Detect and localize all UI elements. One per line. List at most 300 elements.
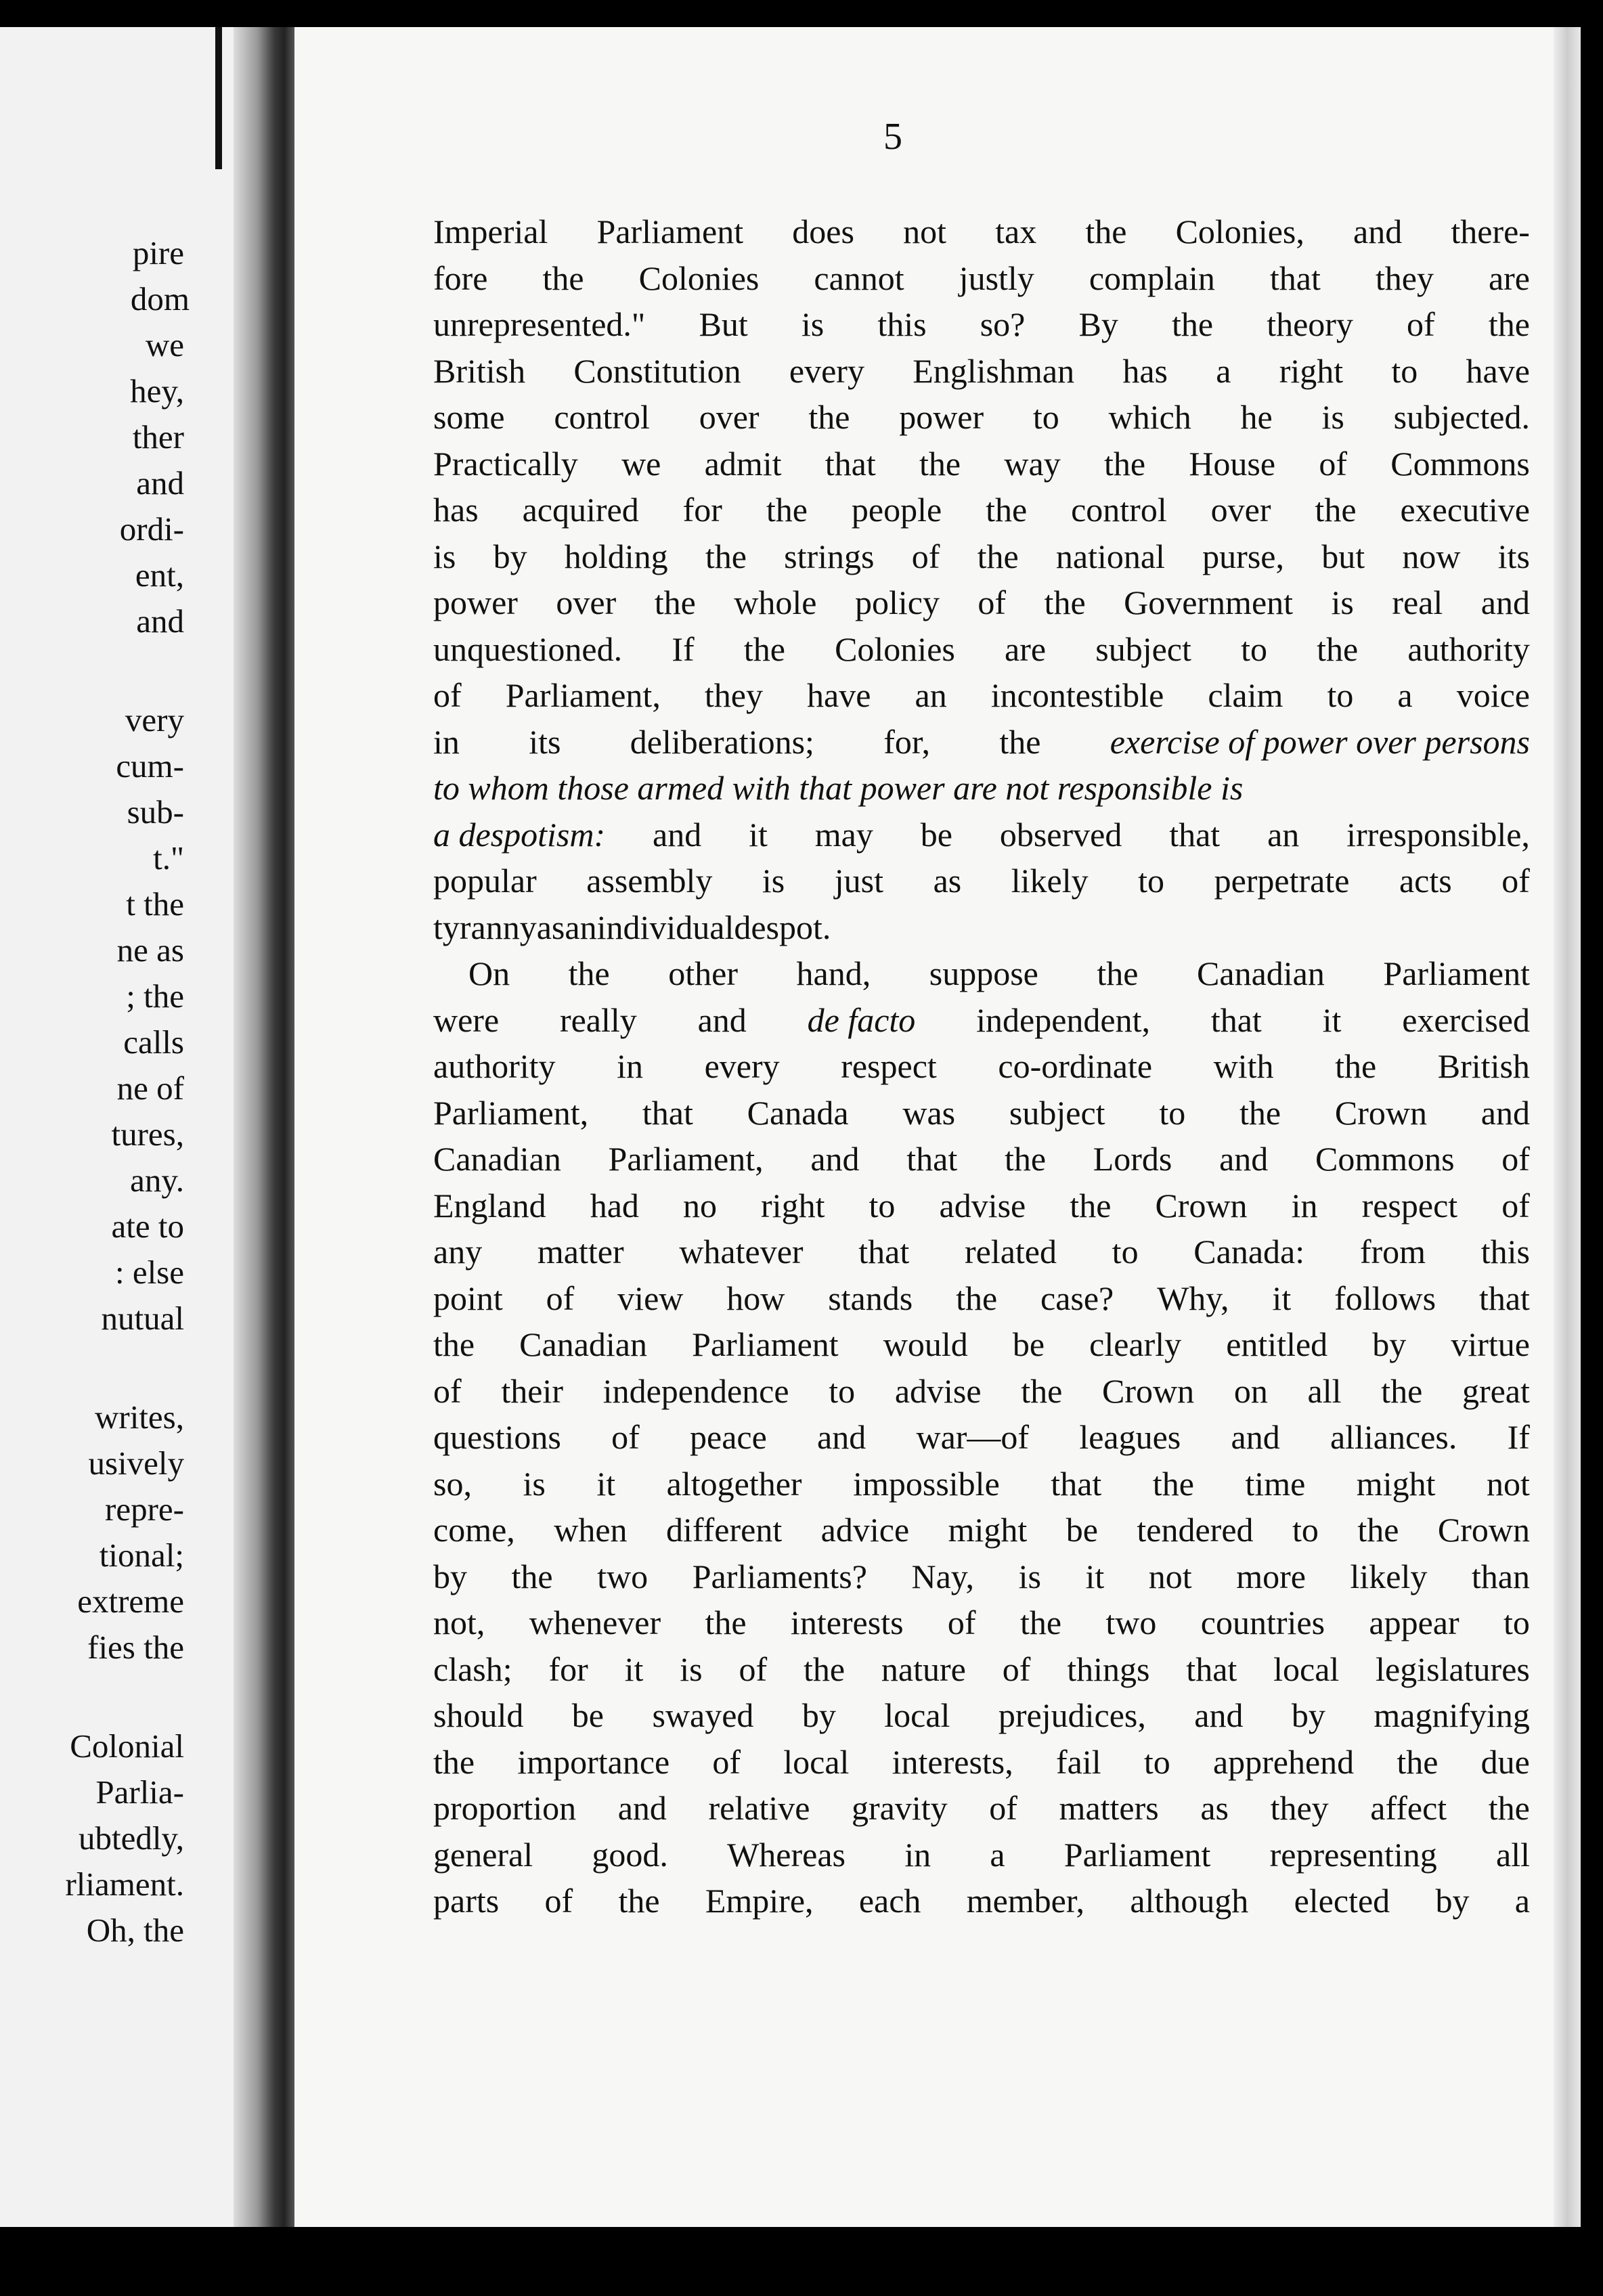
word: by: [433, 1557, 467, 1595]
left-fragment: very: [125, 701, 184, 738]
text-line: [433, 1739, 1530, 1786]
word: as: [536, 908, 565, 946]
word: the: [803, 1650, 846, 1688]
page-edge: [1554, 27, 1581, 2227]
text-line: [433, 487, 1530, 533]
word: is: [1018, 1557, 1041, 1595]
word: Whereas: [727, 1835, 846, 1874]
word: real: [1392, 583, 1443, 621]
word: to: [1112, 1233, 1139, 1271]
left-fragment: sub-: [127, 793, 184, 831]
page: [294, 27, 1581, 2227]
word: impossible: [853, 1464, 1000, 1503]
word: the: [433, 1325, 475, 1363]
left-fragment: and: [136, 464, 184, 502]
word: that: [642, 1093, 693, 1132]
word: local: [884, 1696, 950, 1734]
word: Nay,: [911, 1557, 975, 1595]
word: complain: [1089, 259, 1215, 297]
word: If: [1507, 1418, 1530, 1456]
word: and: [1480, 583, 1530, 621]
word: that: [1210, 1000, 1262, 1039]
word: to: [869, 1186, 896, 1224]
word: in: [1291, 1186, 1318, 1224]
word: so,: [433, 1464, 472, 1503]
word: things: [1067, 1650, 1150, 1688]
left-fragment: fies the: [87, 1629, 184, 1666]
word: are: [1488, 259, 1530, 297]
word: on: [1233, 1371, 1268, 1410]
word: of: [989, 1789, 1017, 1827]
word: local: [1273, 1650, 1340, 1688]
word: by: [1435, 1882, 1470, 1920]
word: have: [807, 676, 871, 714]
word: the: [1488, 305, 1530, 343]
word: leagues: [1079, 1418, 1181, 1456]
word: and: [653, 815, 702, 854]
word: to: [1292, 1511, 1319, 1549]
left-fragment: repre-: [105, 1491, 184, 1528]
word: tax: [995, 213, 1037, 250]
left-fragment: any.: [130, 1162, 184, 1199]
word: to: [1327, 676, 1354, 714]
word: incontestible: [990, 676, 1164, 714]
word: purse,: [1202, 537, 1284, 575]
text-line: [433, 255, 1530, 302]
word: any: [433, 1233, 483, 1271]
word: Parliament: [1063, 1835, 1211, 1874]
word: come,: [433, 1511, 515, 1549]
word: as: [1200, 1789, 1229, 1827]
left-fragment: writes,: [95, 1398, 184, 1436]
word: is: [1331, 583, 1354, 621]
word: tyranny: [433, 908, 537, 946]
word: of: [1319, 444, 1348, 483]
word: two: [597, 1557, 649, 1595]
word: hand,: [796, 954, 871, 992]
word: really: [559, 1000, 637, 1039]
word: be: [571, 1696, 604, 1734]
word: Canada:: [1193, 1233, 1305, 1271]
word: alliances.: [1330, 1418, 1457, 1456]
text-line: [433, 1321, 1530, 1368]
word: Lords: [1093, 1140, 1172, 1178]
text-line: [433, 1461, 1530, 1507]
word: control: [554, 398, 650, 436]
word: of: [739, 1650, 768, 1688]
word: to: [1138, 862, 1165, 900]
word: whatever: [679, 1233, 804, 1271]
word: has: [1122, 351, 1168, 390]
word: this: [877, 305, 927, 343]
word: other: [668, 954, 738, 992]
word: that: [1169, 815, 1221, 854]
word: all: [1307, 1371, 1342, 1410]
word: was: [902, 1093, 956, 1132]
word: and: [817, 1418, 866, 1456]
word: the: [568, 954, 610, 992]
word: to: [1241, 630, 1267, 668]
word: observed: [999, 815, 1122, 854]
word: their: [501, 1371, 563, 1410]
text-line: [433, 1414, 1530, 1461]
word: of: [544, 1882, 573, 1920]
word: to: [1143, 1742, 1170, 1781]
word: Parliament: [692, 1325, 839, 1363]
body-text: [433, 208, 1530, 1924]
word: two: [1105, 1604, 1157, 1641]
text-line: [433, 719, 1530, 766]
word: irresponsible,: [1346, 815, 1530, 854]
word: Parliament: [1383, 954, 1530, 992]
word: independence: [602, 1371, 789, 1410]
word: the: [1103, 444, 1146, 483]
word: gravity: [852, 1789, 948, 1827]
word: good.: [592, 1835, 668, 1874]
word: Crown: [1334, 1093, 1428, 1132]
italic-phrase: to whom those armed with that power are not responsible is: [433, 769, 1244, 807]
word: to: [829, 1371, 856, 1410]
text-line: [433, 394, 1530, 441]
word: the: [977, 537, 1019, 575]
word: Parliament,: [505, 676, 661, 714]
word: Imperial: [433, 213, 548, 250]
word: the: [1152, 1464, 1194, 1503]
word: and: [1219, 1140, 1269, 1178]
word: holding: [564, 537, 668, 575]
word: justly: [959, 259, 1034, 297]
word: Crown: [1437, 1511, 1530, 1549]
word: legislatures: [1376, 1650, 1530, 1688]
word: not: [1487, 1464, 1530, 1503]
word: independent,: [976, 1000, 1150, 1039]
word: the: [1397, 1742, 1439, 1781]
word: an: [1267, 815, 1300, 854]
word: it: [624, 1650, 644, 1688]
word: admit: [704, 444, 782, 483]
word: affect: [1370, 1789, 1447, 1827]
left-fragment: t.": [153, 839, 184, 877]
word: Empire,: [705, 1882, 814, 1920]
text-line: [433, 858, 1530, 904]
word: of: [546, 1279, 575, 1317]
italic-phrase: a despotism:: [433, 815, 606, 854]
word: likely: [1350, 1557, 1428, 1595]
word: the: [1381, 1371, 1423, 1410]
word: matter: [537, 1233, 624, 1271]
word: a: [990, 1835, 1005, 1874]
word: subject: [1009, 1093, 1105, 1132]
text-line: [433, 533, 1530, 580]
word: over: [699, 398, 760, 436]
word: has: [433, 491, 479, 529]
word: suppose: [929, 954, 1038, 992]
word: Why,: [1157, 1279, 1229, 1317]
word: nature: [881, 1650, 966, 1688]
word: should: [433, 1696, 524, 1734]
word: how: [726, 1279, 785, 1317]
word: power: [433, 583, 518, 621]
word: the: [654, 583, 696, 621]
word: Canadian: [1197, 954, 1325, 992]
word: and: [1480, 1093, 1530, 1132]
word: and: [1194, 1696, 1244, 1734]
word: acts: [1399, 862, 1452, 900]
word: the: [1488, 1789, 1530, 1827]
left-fragment: hey,: [130, 372, 184, 410]
word: virtue: [1451, 1325, 1530, 1363]
word: of: [611, 1418, 640, 1456]
word: peace: [690, 1418, 767, 1456]
word: co-ordinate: [998, 1047, 1153, 1085]
left-fragment: ate to: [111, 1208, 184, 1245]
word: in: [904, 1835, 931, 1874]
word: great: [1462, 1371, 1530, 1410]
word: Commons: [1315, 1140, 1455, 1178]
word: so?: [980, 305, 1026, 343]
left-fragment: calls: [123, 1023, 184, 1061]
word: member,: [966, 1882, 1085, 1920]
text-line: [433, 441, 1530, 487]
word: although: [1130, 1882, 1249, 1920]
word: respect: [841, 1047, 937, 1085]
text-line: [433, 1878, 1530, 1924]
word: likely: [1011, 862, 1089, 900]
left-fragment: cum-: [116, 747, 184, 785]
word: fail: [1055, 1742, 1101, 1781]
word: all: [1496, 1835, 1530, 1874]
left-fragment: ent,: [135, 556, 184, 594]
text-line: [433, 1229, 1530, 1275]
left-fragment: Oh, the: [86, 1912, 184, 1949]
word: the: [999, 722, 1041, 761]
word: its: [529, 722, 561, 761]
word: by: [802, 1696, 836, 1734]
word: it: [596, 1464, 616, 1503]
word: the: [1317, 630, 1359, 668]
text-line: [433, 904, 1530, 951]
word: advise: [894, 1371, 982, 1410]
word: a: [1216, 351, 1231, 390]
word: is: [801, 305, 825, 343]
word: just: [834, 862, 884, 900]
word: authority: [1407, 630, 1530, 668]
word: national: [1055, 537, 1165, 575]
word: whenever: [529, 1604, 661, 1641]
word: every: [704, 1047, 780, 1085]
word: with: [1213, 1047, 1274, 1085]
word: local: [783, 1742, 850, 1781]
word: of: [1501, 1140, 1530, 1178]
word: the: [705, 1604, 747, 1641]
word: On: [468, 954, 510, 992]
word: each: [858, 1882, 921, 1920]
word: of: [1501, 1186, 1530, 1224]
word: had: [590, 1186, 639, 1224]
text-line: [433, 1553, 1530, 1600]
text-line: [433, 997, 1530, 1044]
word: is: [1321, 398, 1344, 436]
left-fragment: tures,: [111, 1116, 184, 1153]
word: of: [1002, 1650, 1031, 1688]
word: the: [1019, 1604, 1062, 1641]
word: England: [433, 1186, 546, 1224]
word: over: [1210, 491, 1271, 529]
word: By: [1078, 305, 1118, 343]
word: be: [1066, 1511, 1098, 1549]
word: the: [1335, 1047, 1377, 1085]
word: and: [1353, 213, 1403, 250]
text-line: [433, 1599, 1530, 1646]
word: deliberations;: [630, 722, 814, 761]
text-line: [433, 1090, 1530, 1136]
word: the: [1021, 1371, 1063, 1410]
word: appear: [1369, 1604, 1459, 1641]
word: the: [705, 537, 747, 575]
word: but: [1321, 537, 1365, 575]
word: of: [1407, 305, 1435, 343]
word: follows: [1334, 1279, 1436, 1317]
word: the: [1070, 1186, 1112, 1224]
word: subject: [1095, 630, 1191, 668]
left-fragment: we: [145, 326, 184, 363]
word: does: [792, 213, 854, 250]
word: the: [766, 491, 808, 529]
word: altogether: [666, 1464, 802, 1503]
word: in: [617, 1047, 644, 1085]
word: some: [433, 398, 505, 436]
word: by: [1291, 1696, 1325, 1734]
word: and: [1231, 1418, 1280, 1456]
word: case?: [1040, 1279, 1114, 1317]
word: strings: [784, 537, 875, 575]
word: matters: [1059, 1789, 1159, 1827]
word: Parliament: [596, 213, 744, 250]
word: an: [565, 908, 597, 946]
left-fragment: ther: [132, 418, 184, 456]
left-fragment: : else: [114, 1254, 184, 1291]
word: the: [618, 1882, 660, 1920]
word: swayed: [652, 1696, 754, 1734]
word: House: [1189, 444, 1276, 483]
word: apprehend: [1212, 1742, 1355, 1781]
word: more: [1236, 1557, 1306, 1595]
word: interests: [790, 1604, 904, 1641]
word: is: [433, 537, 456, 575]
word: not: [903, 213, 946, 250]
word: despot.: [734, 908, 831, 946]
word: that: [1186, 1650, 1237, 1688]
text-line: [433, 812, 1530, 858]
word: is: [523, 1464, 546, 1503]
left-fragment: Parlia-: [95, 1773, 184, 1811]
word: tendered: [1137, 1511, 1254, 1549]
word: are: [1005, 630, 1047, 668]
word: we: [621, 444, 661, 483]
word: related: [964, 1233, 1057, 1271]
word: of: [978, 583, 1007, 621]
word: clash;: [433, 1650, 512, 1688]
word: Canadian: [519, 1325, 647, 1363]
word: be: [1012, 1325, 1045, 1363]
word: Colonies: [835, 630, 955, 668]
word: it: [749, 815, 768, 854]
word: of: [433, 676, 462, 714]
word: that: [906, 1140, 958, 1178]
word: which: [1108, 398, 1191, 436]
word: by: [1372, 1325, 1407, 1363]
word: it: [1272, 1279, 1292, 1317]
word: Englishman: [913, 351, 1075, 390]
word: the: [919, 444, 961, 483]
text-line: [433, 672, 1530, 719]
word: the: [1004, 1140, 1047, 1178]
word: control: [1071, 491, 1167, 529]
word: assembly: [586, 862, 713, 900]
word: from: [1359, 1233, 1426, 1271]
text-line: [433, 626, 1530, 673]
word: would: [883, 1325, 968, 1363]
facing-page-left: [0, 27, 264, 2227]
word: were: [433, 1000, 500, 1039]
left-fragment: nutual: [101, 1300, 184, 1337]
left-fragment: t the: [126, 885, 184, 923]
left-fragment: ordi-: [119, 510, 184, 548]
word: parts: [433, 1882, 500, 1920]
word: to: [1391, 351, 1418, 390]
word: be: [920, 815, 952, 854]
word: way: [1004, 444, 1061, 483]
word: for: [682, 491, 722, 529]
word: popular: [433, 862, 537, 900]
italic-phrase: de facto: [807, 1000, 916, 1039]
word: no: [682, 1186, 717, 1224]
binding-mark: [215, 27, 222, 169]
word: theory: [1267, 305, 1353, 343]
italic-phrase: exercise of power over persons: [1110, 722, 1530, 761]
word: as: [933, 862, 962, 900]
word: he: [1240, 398, 1273, 436]
word: Colonies,: [1175, 213, 1304, 250]
word: acquired: [522, 491, 639, 529]
word: the: [956, 1279, 998, 1317]
left-fragment: pire: [132, 234, 184, 271]
word: right: [761, 1186, 825, 1224]
text-line: [433, 1785, 1530, 1832]
word: the: [542, 259, 584, 297]
word: that: [1269, 259, 1321, 297]
word: proportion: [433, 1789, 577, 1827]
word: Canada: [747, 1093, 849, 1132]
word: the: [743, 630, 785, 668]
word: and: [810, 1140, 860, 1178]
word: fore: [433, 259, 488, 297]
word: the: [1239, 1093, 1281, 1132]
word: subjected.: [1393, 398, 1530, 436]
word: voice: [1456, 676, 1530, 714]
word: questions: [433, 1418, 561, 1456]
text-line: [433, 1832, 1530, 1878]
word: the: [1315, 491, 1357, 529]
text-line: [433, 1183, 1530, 1229]
left-fragment: usively: [88, 1444, 184, 1482]
word: for: [548, 1650, 588, 1688]
word: the: [986, 491, 1028, 529]
text-line: [433, 208, 1530, 255]
word: of: [1501, 862, 1530, 900]
text-line: [433, 765, 1530, 812]
word: prejudices,: [998, 1696, 1146, 1734]
